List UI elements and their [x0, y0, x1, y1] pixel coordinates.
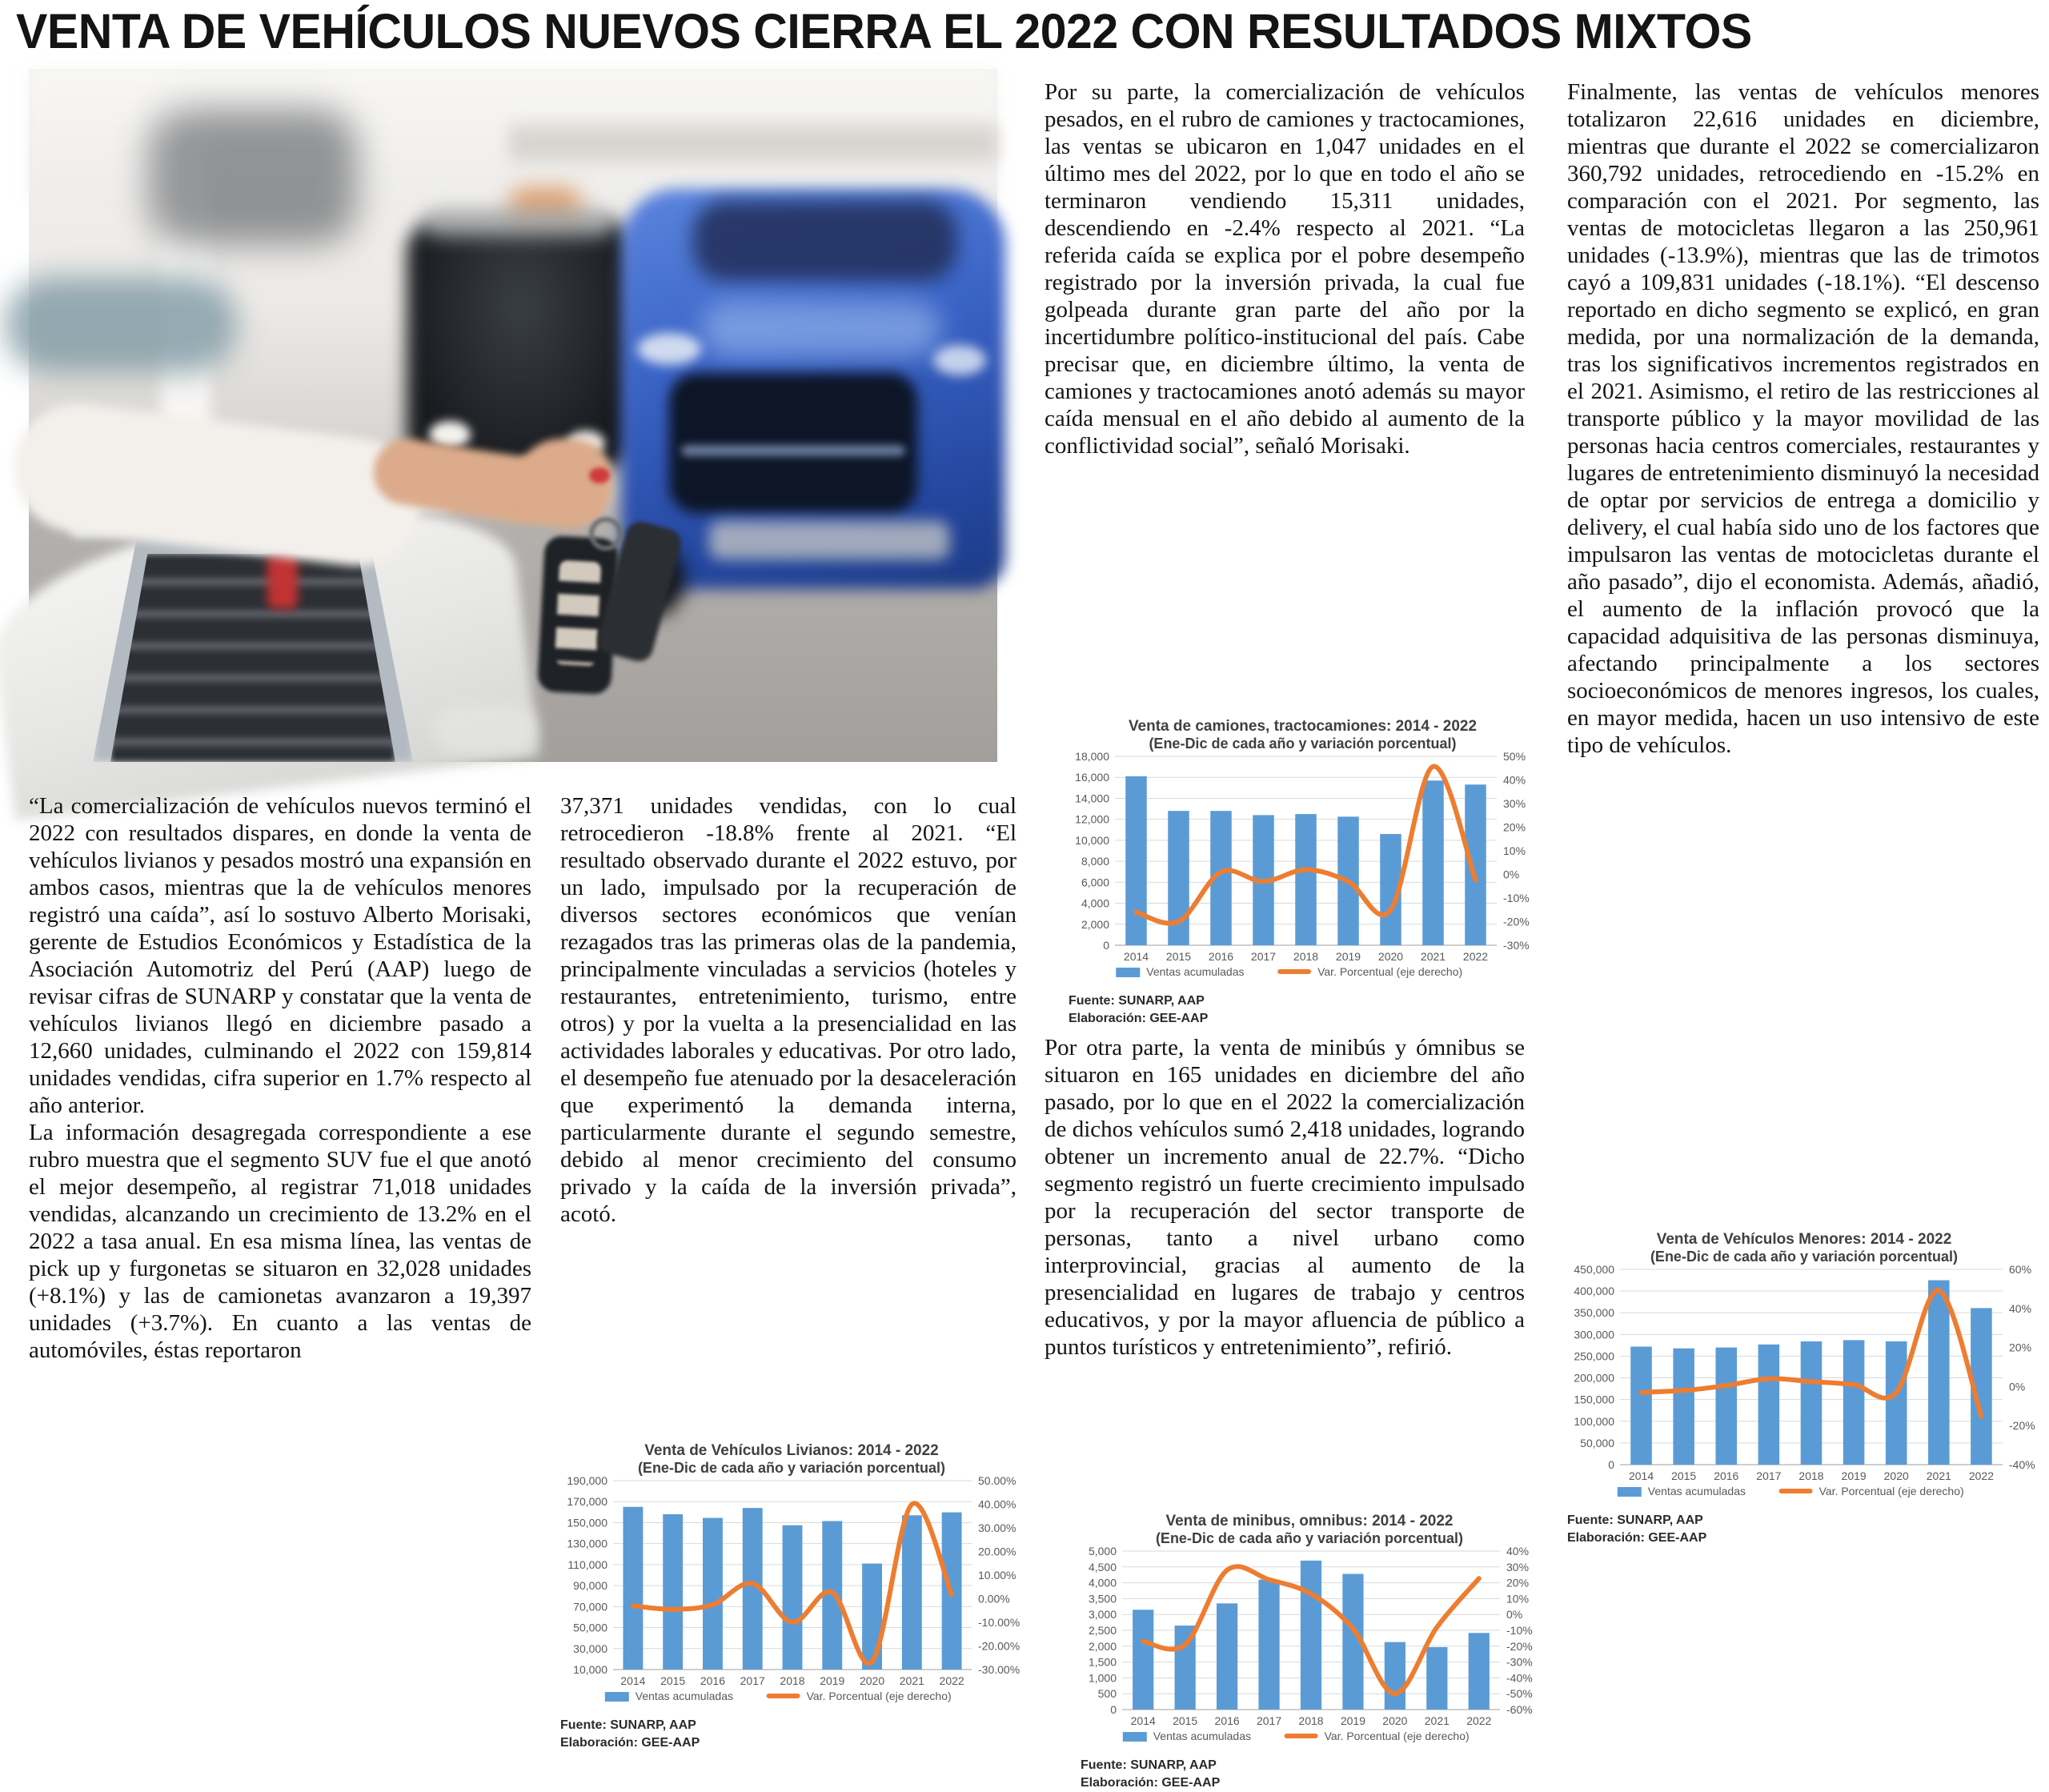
svg-text:2014: 2014 — [620, 1674, 646, 1687]
chart-menores-plot — [1567, 1228, 2041, 1509]
svg-text:0: 0 — [1110, 1703, 1117, 1716]
chart-menores — [1567, 1228, 2041, 1547]
svg-text:-50%: -50% — [1506, 1687, 1533, 1701]
svg-text:0%: 0% — [1503, 868, 1520, 881]
svg-text:-30%: -30% — [1506, 1655, 1533, 1669]
column-1 — [29, 792, 531, 1364]
chart-elaboration: Elaboración: GEE-AAP — [1081, 1776, 1221, 1790]
svg-text:-20%: -20% — [1506, 1639, 1533, 1653]
svg-text:2020: 2020 — [1377, 950, 1404, 963]
svg-text:-40%: -40% — [2009, 1458, 2035, 1471]
background-car-teal — [5, 277, 237, 373]
svg-text:2020: 2020 — [1883, 1469, 1909, 1482]
svg-text:2016: 2016 — [1208, 950, 1234, 963]
svg-text:Ventas acumuladas: Ventas acumuladas — [1647, 1485, 1746, 1497]
black-car-roofline — [423, 205, 615, 237]
svg-text:2,000: 2,000 — [1081, 917, 1109, 931]
chart-livianos — [560, 1439, 1023, 1752]
svg-text:12,000: 12,000 — [1075, 812, 1109, 826]
svg-text:16,000: 16,000 — [1075, 771, 1109, 784]
ceiling-beam — [509, 125, 997, 162]
svg-text:Var. Porcentual (eje derecho): Var. Porcentual (eje derecho) — [1324, 1730, 1470, 1742]
svg-text:30.00%: 30.00% — [978, 1521, 1016, 1534]
arm-sleeve — [6, 397, 427, 574]
svg-text:2021: 2021 — [1424, 1714, 1450, 1727]
svg-text:2018: 2018 — [780, 1674, 805, 1687]
svg-text:130,000: 130,000 — [567, 1537, 607, 1550]
svg-text:0%: 0% — [1506, 1608, 1523, 1622]
svg-text:90,000: 90,000 — [573, 1579, 607, 1593]
svg-text:-20.00%: -20.00% — [978, 1639, 1020, 1653]
svg-text:20%: 20% — [2009, 1341, 2032, 1354]
chart-source: Fuente: SUNARP, AAP — [1069, 994, 1205, 1008]
svg-text:2022: 2022 — [1462, 950, 1489, 963]
svg-text:190,000: 190,000 — [567, 1474, 607, 1487]
svg-text:5,000: 5,000 — [1088, 1545, 1117, 1557]
svg-text:2022: 2022 — [1968, 1469, 1995, 1482]
paragraph: Finalmente, las ventas de vehículos menores totalizaron 22,616 unidades en diciembre, mientras que durante el 2022 se comercializaron 360,792 unidades, retrocediendo en -15.2% en comparación con el 2021. Por segmento, las ventas de motocicletas llegaron a las 250,961 unidades (-13.9%), mientras que las de trimotos cayó a 109,831 unidades (-18.1%). “El descenso reportado en dicho segmento se explicó, en gran medida, por una normalización de la demanda, tras los significativos incrementos registrados en el 2021. Asimismo, el retiro de las restricciones al transporte público y la mayor movilidad de las personas hacia centros comerciales, restaurantes y lugares de entretenimiento disminuyó la necesidad de optar por servicios de entrega a domicilio y delivery, el cual había sido uno de los factores que impulsaron las ventas de motocicletas durante el año pasado”, dijo el economista. Además, añadió, el aumento de la inflación provocó que la capacidad adquisitiva de las personas disminuya, afectando principalmente a los sectores socioeconómicos de menores ingresos, los cuales, en mayor medida, hacen un uso intensivo de este tipo de vehículos. — [1567, 79, 2039, 758]
svg-text:Ventas acumuladas: Ventas acumuladas — [1146, 965, 1245, 978]
svg-text:1,000: 1,000 — [1088, 1671, 1117, 1685]
svg-text:300,000: 300,000 — [1574, 1328, 1614, 1341]
svg-text:2021: 2021 — [1926, 1469, 1951, 1482]
svg-text:20%: 20% — [1506, 1576, 1530, 1590]
svg-text:2014: 2014 — [1628, 1469, 1654, 1482]
blue-car-headlight-right — [933, 345, 986, 375]
svg-text:2014: 2014 — [1123, 950, 1149, 963]
blue-car-headlight-left — [637, 333, 701, 365]
svg-text:(Ene-Dic de cada año y variaci: (Ene-Dic de cada año y variación porcentual) — [1155, 1530, 1464, 1546]
svg-text:50,000: 50,000 — [1580, 1436, 1614, 1449]
svg-text:Ventas acumuladas: Ventas acumuladas — [635, 1690, 734, 1702]
svg-text:-10%: -10% — [1506, 1624, 1533, 1637]
background-car-dark — [149, 109, 357, 245]
svg-text:(Ene-Dic de cada año y variaci: (Ene-Dic de cada año y variación porcentual) — [1650, 1249, 1959, 1265]
svg-text:-20%: -20% — [2009, 1419, 2035, 1433]
svg-text:4,000: 4,000 — [1088, 1576, 1117, 1590]
svg-text:50,000: 50,000 — [573, 1621, 607, 1634]
chart-minibus-plot — [1081, 1509, 1538, 1754]
svg-text:Venta de Vehículos Menores: 20: Venta de Vehículos Menores: 2014 - 2022 — [1656, 1231, 1952, 1248]
svg-text:2,500: 2,500 — [1088, 1624, 1117, 1637]
svg-text:2014: 2014 — [1130, 1714, 1156, 1727]
svg-text:2022: 2022 — [939, 1674, 964, 1687]
svg-text:2015: 2015 — [1671, 1469, 1697, 1482]
svg-text:2021: 2021 — [1420, 950, 1446, 963]
svg-text:Venta de Vehículos Livianos: 2: Venta de Vehículos Livianos: 2014 - 2022 — [644, 1442, 939, 1459]
svg-text:-30%: -30% — [1503, 939, 1530, 952]
svg-text:50%: 50% — [1503, 750, 1526, 763]
svg-text:10,000: 10,000 — [573, 1663, 607, 1676]
paragraph: Por su parte, la comercialización de vehículos pesados, en el rubro de camiones y tractocamiones, las ventas se ubicaron en 1,047 unidades en el último mes del 2022, por lo que en todo el año se terminaron vendiendo 15,311 unidades, descendiendo en -2.4% respecto al 2021. “La referida caída se explica por el pobre desempeño registrado por la inversión privada, la cual fue golpeada durante gran parte del año por la incertidumbre político-institucional del país. Cabe precisar que, en diciembre último, la venta de camiones y tractocamiones anotó además su mayor caída mensual en el año debido al aumento de la conflictividad social”, señaló Morisaki. — [1045, 79, 1525, 459]
svg-text:14,000: 14,000 — [1075, 792, 1109, 805]
svg-text:2022: 2022 — [1466, 1714, 1492, 1727]
white-car-emblem — [267, 553, 298, 609]
svg-text:170,000: 170,000 — [567, 1495, 607, 1509]
svg-text:1,500: 1,500 — [1088, 1655, 1117, 1669]
svg-text:2019: 2019 — [820, 1674, 845, 1687]
chart-source: Fuente: SUNARP, AAP — [1081, 1758, 1217, 1772]
svg-text:10%: 10% — [1506, 1592, 1530, 1606]
white-car-grille-slats — [110, 554, 395, 762]
svg-text:2016: 2016 — [700, 1674, 726, 1687]
svg-text:-10.00%: -10.00% — [978, 1616, 1020, 1629]
svg-text:30,000: 30,000 — [573, 1642, 607, 1655]
svg-text:2021: 2021 — [899, 1674, 924, 1687]
chart-livianos-plot — [560, 1439, 1023, 1714]
svg-text:4,000: 4,000 — [1081, 896, 1109, 910]
svg-text:(Ene-Dic de cada año y variaci: (Ene-Dic de cada año y variación porcentual) — [1149, 736, 1457, 752]
svg-text:2019: 2019 — [1335, 950, 1361, 963]
svg-text:Var. Porcentual (eje derecho): Var. Porcentual (eje derecho) — [1818, 1485, 1964, 1497]
svg-text:Venta de minibus, omnibus: 201: Venta de minibus, omnibus: 2014 - 2022 — [1165, 1513, 1454, 1529]
svg-text:450,000: 450,000 — [1574, 1263, 1614, 1276]
svg-text:150,000: 150,000 — [1574, 1393, 1614, 1406]
paragraph: Por otra parte, la venta de minibús y ómnibus se situaron en 165 unidades en diciembre del año pasado, por lo que en el 2022 la comercialización de dichos vehículos sumó 2,418 unidades, logrando obtener un incremento anual de 22.7%. “Dicho segmento registró un fuerte crecimiento impulsado por la recuperación del sector transporte de personas, tanto a nivel urbano como interprovincial, gracias al aumento de la presencialidad en lugares de trabajo y centros educativos, y por la mayor afluencia de público a puntos turísticos y entretenimiento”, refirió. — [1045, 1035, 1525, 1360]
svg-text:-30.00%: -30.00% — [978, 1663, 1020, 1676]
svg-text:2019: 2019 — [1340, 1714, 1366, 1727]
svg-text:-10%: -10% — [1503, 892, 1530, 904]
white-car-headlight — [433, 705, 537, 753]
svg-text:3,000: 3,000 — [1088, 1608, 1117, 1622]
svg-text:4,500: 4,500 — [1088, 1560, 1117, 1574]
column-3-bottom — [1045, 1034, 1525, 1361]
chart-minibus — [1081, 1509, 1538, 1792]
svg-text:2017: 2017 — [740, 1674, 765, 1687]
svg-text:8,000: 8,000 — [1081, 855, 1109, 868]
svg-text:2018: 2018 — [1798, 1469, 1824, 1482]
paragraph: La información desagregada correspondiente a ese rubro muestra que el segmento SUV fue el que anotó el mejor desempeño, al registrar 71,018 unidades vendidas, alcanzando un crecimiento de 13.2% en el 2022 a tasa anual. En esa misma línea, las ventas de pick up y furgonetas se situaron en 32,028 unidades (+8.1%) y las de camionetas avanzaron a 19,397 unidades (+3.7%). En cuanto a las ventas de automóviles, éstas reportaron — [29, 1120, 531, 1363]
svg-text:2,000: 2,000 — [1088, 1639, 1117, 1653]
svg-text:2018: 2018 — [1293, 950, 1319, 963]
svg-text:2017: 2017 — [1756, 1469, 1782, 1482]
svg-text:2018: 2018 — [1298, 1714, 1324, 1727]
svg-text:-40%: -40% — [1506, 1671, 1533, 1685]
svg-text:0: 0 — [1103, 939, 1109, 952]
svg-text:2020: 2020 — [1382, 1714, 1408, 1727]
svg-text:40%: 40% — [1503, 773, 1526, 787]
svg-text:(Ene-Dic de cada año y variaci: (Ene-Dic de cada año y variación porcentual) — [637, 1460, 946, 1476]
blue-car-grille-bar — [681, 445, 905, 456]
svg-text:50.00%: 50.00% — [978, 1474, 1016, 1487]
chart-camiones — [1069, 715, 1537, 1028]
svg-text:2015: 2015 — [1165, 950, 1192, 963]
svg-text:110,000: 110,000 — [567, 1557, 607, 1571]
svg-text:40%: 40% — [1506, 1545, 1530, 1557]
chart-elaboration: Elaboración: GEE-AAP — [1567, 1531, 1707, 1545]
svg-text:400,000: 400,000 — [1574, 1285, 1614, 1298]
svg-text:Var. Porcentual (eje derecho): Var. Porcentual (eje derecho) — [806, 1690, 952, 1702]
svg-text:Venta de camiones, tractocamio: Venta de camiones, tractocamiones: 2014 - 2022 — [1128, 718, 1478, 735]
svg-text:20.00%: 20.00% — [978, 1545, 1016, 1558]
svg-text:2020: 2020 — [859, 1674, 885, 1687]
svg-text:-20%: -20% — [1503, 915, 1530, 928]
svg-text:10%: 10% — [1503, 844, 1526, 857]
svg-text:40.00%: 40.00% — [978, 1497, 1016, 1511]
hand — [515, 439, 611, 528]
svg-text:150,000: 150,000 — [567, 1516, 607, 1529]
blue-car-hood-glare — [701, 301, 941, 357]
red-fingernail — [589, 467, 610, 483]
svg-text:40%: 40% — [2009, 1301, 2032, 1315]
chart-elaboration: Elaboración: GEE-AAP — [1069, 1012, 1209, 1025]
svg-text:-60%: -60% — [1506, 1703, 1533, 1716]
chart-elaboration: Elaboración: GEE-AAP — [560, 1736, 700, 1750]
svg-text:0: 0 — [1608, 1458, 1614, 1471]
key-fob-buttons — [555, 560, 602, 667]
svg-text:2017: 2017 — [1256, 1714, 1282, 1727]
svg-text:Ventas acumuladas: Ventas acumuladas — [1153, 1730, 1252, 1742]
svg-text:70,000: 70,000 — [573, 1600, 607, 1614]
blue-car-bumper — [709, 521, 949, 559]
blue-car-windshield — [693, 201, 957, 281]
page-title: VENTA DE VEHÍCULOS NUEVOS CIERRA EL 2022 CON RESULTADOS MIXTOS — [16, 4, 1752, 59]
svg-text:200,000: 200,000 — [1574, 1371, 1614, 1385]
svg-text:2015: 2015 — [1173, 1714, 1198, 1727]
svg-text:20%: 20% — [1503, 820, 1526, 834]
svg-text:500: 500 — [1097, 1687, 1117, 1701]
chart-camiones-plot — [1069, 715, 1537, 989]
svg-text:2016: 2016 — [1714, 1469, 1739, 1482]
svg-text:6,000: 6,000 — [1081, 876, 1109, 889]
svg-text:2019: 2019 — [1841, 1469, 1867, 1482]
blue-car-grille — [669, 373, 917, 513]
column-3-top — [1045, 78, 1525, 459]
svg-text:250,000: 250,000 — [1574, 1349, 1614, 1363]
svg-text:30%: 30% — [1503, 797, 1526, 810]
paragraph: 37,371 unidades vendidas, con lo cual retrocedieron -18.8% frente al 2021. “El resultado observado durante el 2022 estuvo, por un lado, impulsado por la recuperación de diversos sectores económicos que venían rezagados tras las primeras olas de la pandemia, principalmente vinculadas a servicios (hoteles y restaurantes, entretenimiento, turismo, entre otros) y por la vuelta a la presencialidad en las actividades laborales y educativas. Por otro lado, el desempeño fue atenuado por la desaceleración que experimentó la demanda interna, particularmente durante el segundo semestre, debido al menor crecimiento del consumo privado y la caída de la inversión privada”, acotó. — [560, 793, 1016, 1227]
chart-source: Fuente: SUNARP, AAP — [560, 1718, 696, 1732]
svg-text:30%: 30% — [1506, 1560, 1530, 1574]
svg-text:0%: 0% — [2009, 1380, 2026, 1393]
svg-text:10.00%: 10.00% — [978, 1569, 1016, 1582]
svg-text:350,000: 350,000 — [1574, 1306, 1614, 1320]
svg-text:18,000: 18,000 — [1075, 750, 1109, 763]
svg-text:3,500: 3,500 — [1088, 1592, 1117, 1606]
svg-text:2017: 2017 — [1250, 950, 1277, 963]
svg-text:60%: 60% — [2009, 1263, 2032, 1276]
chart-source: Fuente: SUNARP, AAP — [1567, 1513, 1703, 1527]
svg-text:2016: 2016 — [1214, 1714, 1240, 1727]
svg-text:2015: 2015 — [660, 1674, 686, 1687]
svg-text:Var. Porcentual (eje derecho): Var. Porcentual (eje derecho) — [1317, 965, 1463, 978]
svg-text:100,000: 100,000 — [1574, 1414, 1614, 1428]
key-ring — [589, 517, 623, 551]
showroom-photo — [29, 69, 997, 762]
paragraph: “La comercialización de vehículos nuevos terminó el 2022 con resultados dispares, en donde la venta de vehículos livianos y pesados mostró una expansión en ambos casos, mientras que la de vehículos menores registró una caída”, así lo sostuvo Alberto Morisaki, gerente de Estudios Económicos y Estadística de la Asociación Automotriz del Perú (AAP) luego de revisar cifras de SUNARP y constatar que la venta de vehículos livianos llegó en diciembre pasado a 12,660 unidades, culminando el 2022 con 159,814 unidades vendidas, cifra superior en 1.7% respecto al año anterior. — [29, 793, 531, 1118]
svg-text:0.00%: 0.00% — [978, 1592, 1010, 1606]
svg-text:10,000: 10,000 — [1075, 833, 1109, 847]
column-4 — [1567, 78, 2039, 759]
column-2 — [560, 792, 1016, 1228]
